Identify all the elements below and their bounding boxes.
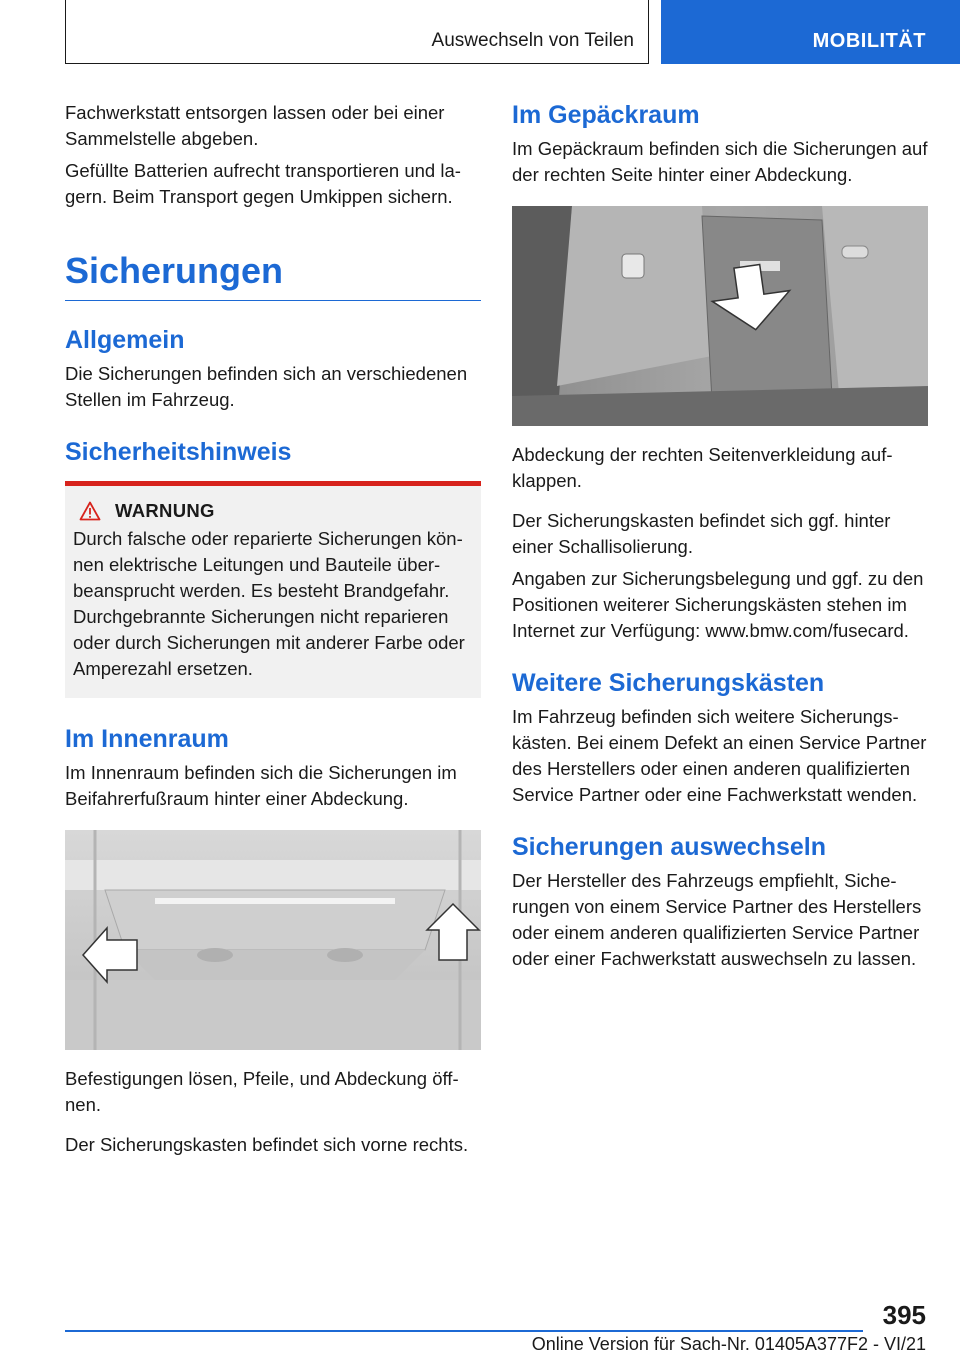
innenraum-text: Im Innenraum befinden sich die Sicherungen im Beifahrerfußraum hinter einer Abdeckung.: [65, 762, 457, 809]
warning-box: [65, 481, 481, 698]
gepaeckraum-paragraph-2: Der Sicherungskasten befindet sich ggf. hinter einer Schallisolierung.: [512, 510, 891, 557]
intro-paragraph-2: Gefüllte Batterien aufrecht transportieren und lagern. Beim Transport gegen Umkippen sichern.: [65, 160, 461, 207]
page-number: 395: [882, 1300, 926, 1330]
header-box: [65, 0, 649, 64]
intro-paragraph-1: Fachwerkstatt entsorgen lassen oder bei einer Sammelstelle abgeben.: [65, 102, 445, 149]
warning-text: Durch falsche oder reparierte Sicherungen können elektrische Leitungen und Bauteile überbeansprucht werden. Es besteht Brandgefahr. Durchgebrannte Sicherungen nicht reparieren oder durch Sicherungen mit anderer Farbe oder Amperezahl ersetzen.: [73, 528, 465, 679]
section-heading-gepaeckraum: Im Gepäckraum: [512, 101, 700, 129]
section-heading-auswechseln: Sicherungen auswechseln: [512, 833, 826, 861]
chapter-heading: Sicherungen: [65, 250, 481, 301]
warning-header: [73, 500, 473, 522]
footer-divider: [65, 1330, 863, 1332]
innenraum-caption: Befestigungen lösen, Pfeile, und Abdeckung öffnen.: [65, 1068, 459, 1115]
chapter-tab: [661, 0, 960, 64]
trunk-cover-photo: [512, 206, 928, 426]
section-heading-weitere: Weitere Sicherungskästen: [512, 669, 825, 697]
right-column: [512, 100, 928, 978]
section-heading-innenraum: Im Innenraum: [65, 725, 229, 753]
allgemein-text: Die Sicherungen befinden sich an verschiedenen Stellen im Fahrzeug.: [65, 363, 468, 410]
gepaeckraum-text: Im Gepäckraum befinden sich die Sicherungen auf der rechten Seite hinter einer Abdeckung.: [512, 138, 928, 185]
weitere-text: Im Fahrzeug befinden sich weitere Sicherungskästen. Bei einem Defekt an einen Service Partner des Herstellers oder einen anderen qualifizierten Service Partner oder eine Fachwerkstatt wenden.: [512, 706, 927, 805]
innenraum-location: Der Sicherungskasten befindet sich vorne rechts.: [65, 1134, 469, 1155]
warning-title: WARNUNG: [115, 500, 215, 521]
gepaeckraum-caption: Abdeckung der rechten Seitenverkleidung aufklappen.: [512, 444, 893, 491]
auswechseln-text: Der Hersteller des Fahrzeugs empfiehlt, Sicherungen von einem Service Partner des Herstellers oder einem anderen qualifizierten Service Partner oder einer Fachwerkstatt auswechseln zu lassen.: [512, 870, 922, 969]
section-heading-sicherheitshinweis: Sicherheitshinweis: [65, 438, 292, 466]
section-heading-allgemein: Allgemein: [65, 326, 185, 354]
footer-version: Online Version für Sach-Nr. 01405A377F2 - VI/21: [531, 1334, 926, 1354]
footwell-cover-photo: [65, 830, 481, 1050]
left-column: [65, 100, 481, 1164]
gepaeckraum-paragraph-3: Angaben zur Sicherungsbelegung und ggf. zu den Positionen weiterer Sicherungskästen stehen im Internet zur Verfügung: www.bmw.com/fusecard.: [512, 568, 924, 641]
section-title: Auswechseln von Teilen: [431, 30, 634, 51]
chapter-tab-label: MOBILITÄT: [812, 30, 926, 52]
warning-triangle-icon: [79, 501, 101, 521]
